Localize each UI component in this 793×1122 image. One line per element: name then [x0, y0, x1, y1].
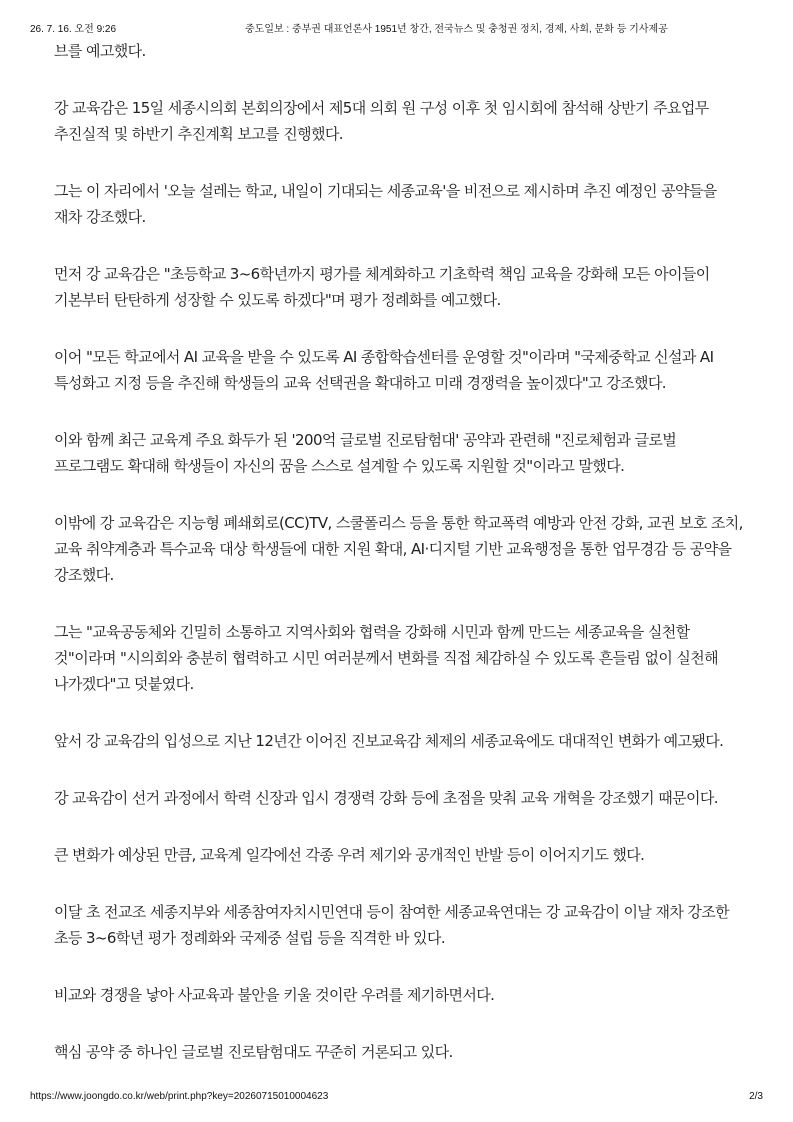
article-paragraph: 그는 이 자리에서 '오늘 설레는 학교, 내일이 기대되는 세종교육'을 비전으로 제시하며 추진 예정인 공약들을 재차 강조했다.	[54, 182, 717, 226]
article-paragraph: 이달 초 전교조 세종지부와 세종참여자치시민연대 등이 참여한 세종교육연대는 강 교육감이 이날 재차 강조한 초등 3~6학년 평가 정례화와 국제중 설립 등을 직격한 바 있다.	[54, 903, 730, 947]
article-paragraph: 이와 함께 최근 교육계 주요 화두가 된 '200억 글로벌 진로탐험대' 공약과 관련해 "진로체험과 글로벌 프로그램도 확대해 학생들이 자신의 꿈을 스스로 설계할 수 있도록 지원할 것"이라고 말했다.	[54, 431, 677, 475]
page-title: 중도일보 : 중부권 대표언론사 1951년 창간, 전국뉴스 및 충청권 정치, 경제, 사회, 문화 등 기사제공	[245, 24, 668, 35]
article-paragraph: 핵심 공약 중 하나인 글로벌 진로탐험대도 꾸준히 거론되고 있다.	[54, 1043, 453, 1061]
article-paragraph: 이어 "모든 학교에서 AI 교육을 받을 수 있도록 AI 종합학습센터를 운영할 것"이라며 "국제중학교 신설과 AI 특성화고 지정 등을 추진해 학생들의 교육 선택권을 확대하고 미래 경쟁력을 높이겠다"고 강조했다.	[54, 348, 714, 392]
page-number: 2/3	[749, 1091, 763, 1102]
article-paragraph: 큰 변화가 예상된 만큼, 교육계 일각에선 각종 우려 제기와 공개적인 반발 등이 이어지기도 했다.	[54, 846, 645, 864]
article-body	[54, 38, 744, 1096]
print-footer	[30, 1091, 763, 1107]
article-paragraph: 이밖에 강 교육감은 지능형 폐쇄회로(CC)TV, 스쿨폴리스 등을 통한 학교폭력 예방과 안전 강화, 교권 보호 조치, 교육 취약계층과 특수교육 대상 학생들에 대한 지원 확대, AI·디지털 기반 교육행정을 통한 업무경감 등 공약을 강조했다.	[54, 514, 743, 584]
article-paragraph: 강 교육감이 선거 과정에서 학력 신장과 입시 경쟁력 강화 등에 초점을 맞춰 교육 개혁을 강조했기 때문이다.	[54, 789, 718, 807]
article-paragraph: 먼저 강 교육감은 "초등학교 3~6학년까지 평가를 체계화하고 기초학력 책임 교육을 강화해 모든 아이들이 기본부터 탄탄하게 성장할 수 있도록 하겠다"며 평가 정례화를 예고했다.	[54, 265, 710, 309]
article-paragraph: 비교와 경쟁을 낳아 사교육과 불안을 키울 것이란 우려를 제기하면서다.	[54, 986, 495, 1004]
print-header	[30, 20, 763, 36]
print-date: 26. 7. 16. 오전 9:26	[30, 24, 117, 35]
page-url: https://www.joongdo.co.kr/web/print.php?key=20260715010004623	[30, 1091, 329, 1102]
article-paragraph: 강 교육감은 15일 세종시의회 본회의장에서 제5대 의회 원 구성 이후 첫 임시회에 참석해 상반기 주요업무 추진실적 및 하반기 추진계획 보고를 진행했다.	[54, 99, 709, 143]
article-paragraph: 브를 예고했다.	[54, 42, 146, 60]
article-paragraph: 그는 "교육공동체와 긴밀히 소통하고 지역사회와 협력을 강화해 시민과 함께 만드는 세종교육을 실천할 것"이라며 "시의회와 충분히 협력하고 시민 여러분께서 변화를 직접 체감하실 수 있도록 흔들림 없이 실천해 나가겠다"고 덧붙였다.	[54, 623, 719, 693]
article-paragraph: 앞서 강 교육감의 입성으로 지난 12년간 이어진 진보교육감 체제의 세종교육에도 대대적인 변화가 예고됐다.	[54, 732, 724, 750]
